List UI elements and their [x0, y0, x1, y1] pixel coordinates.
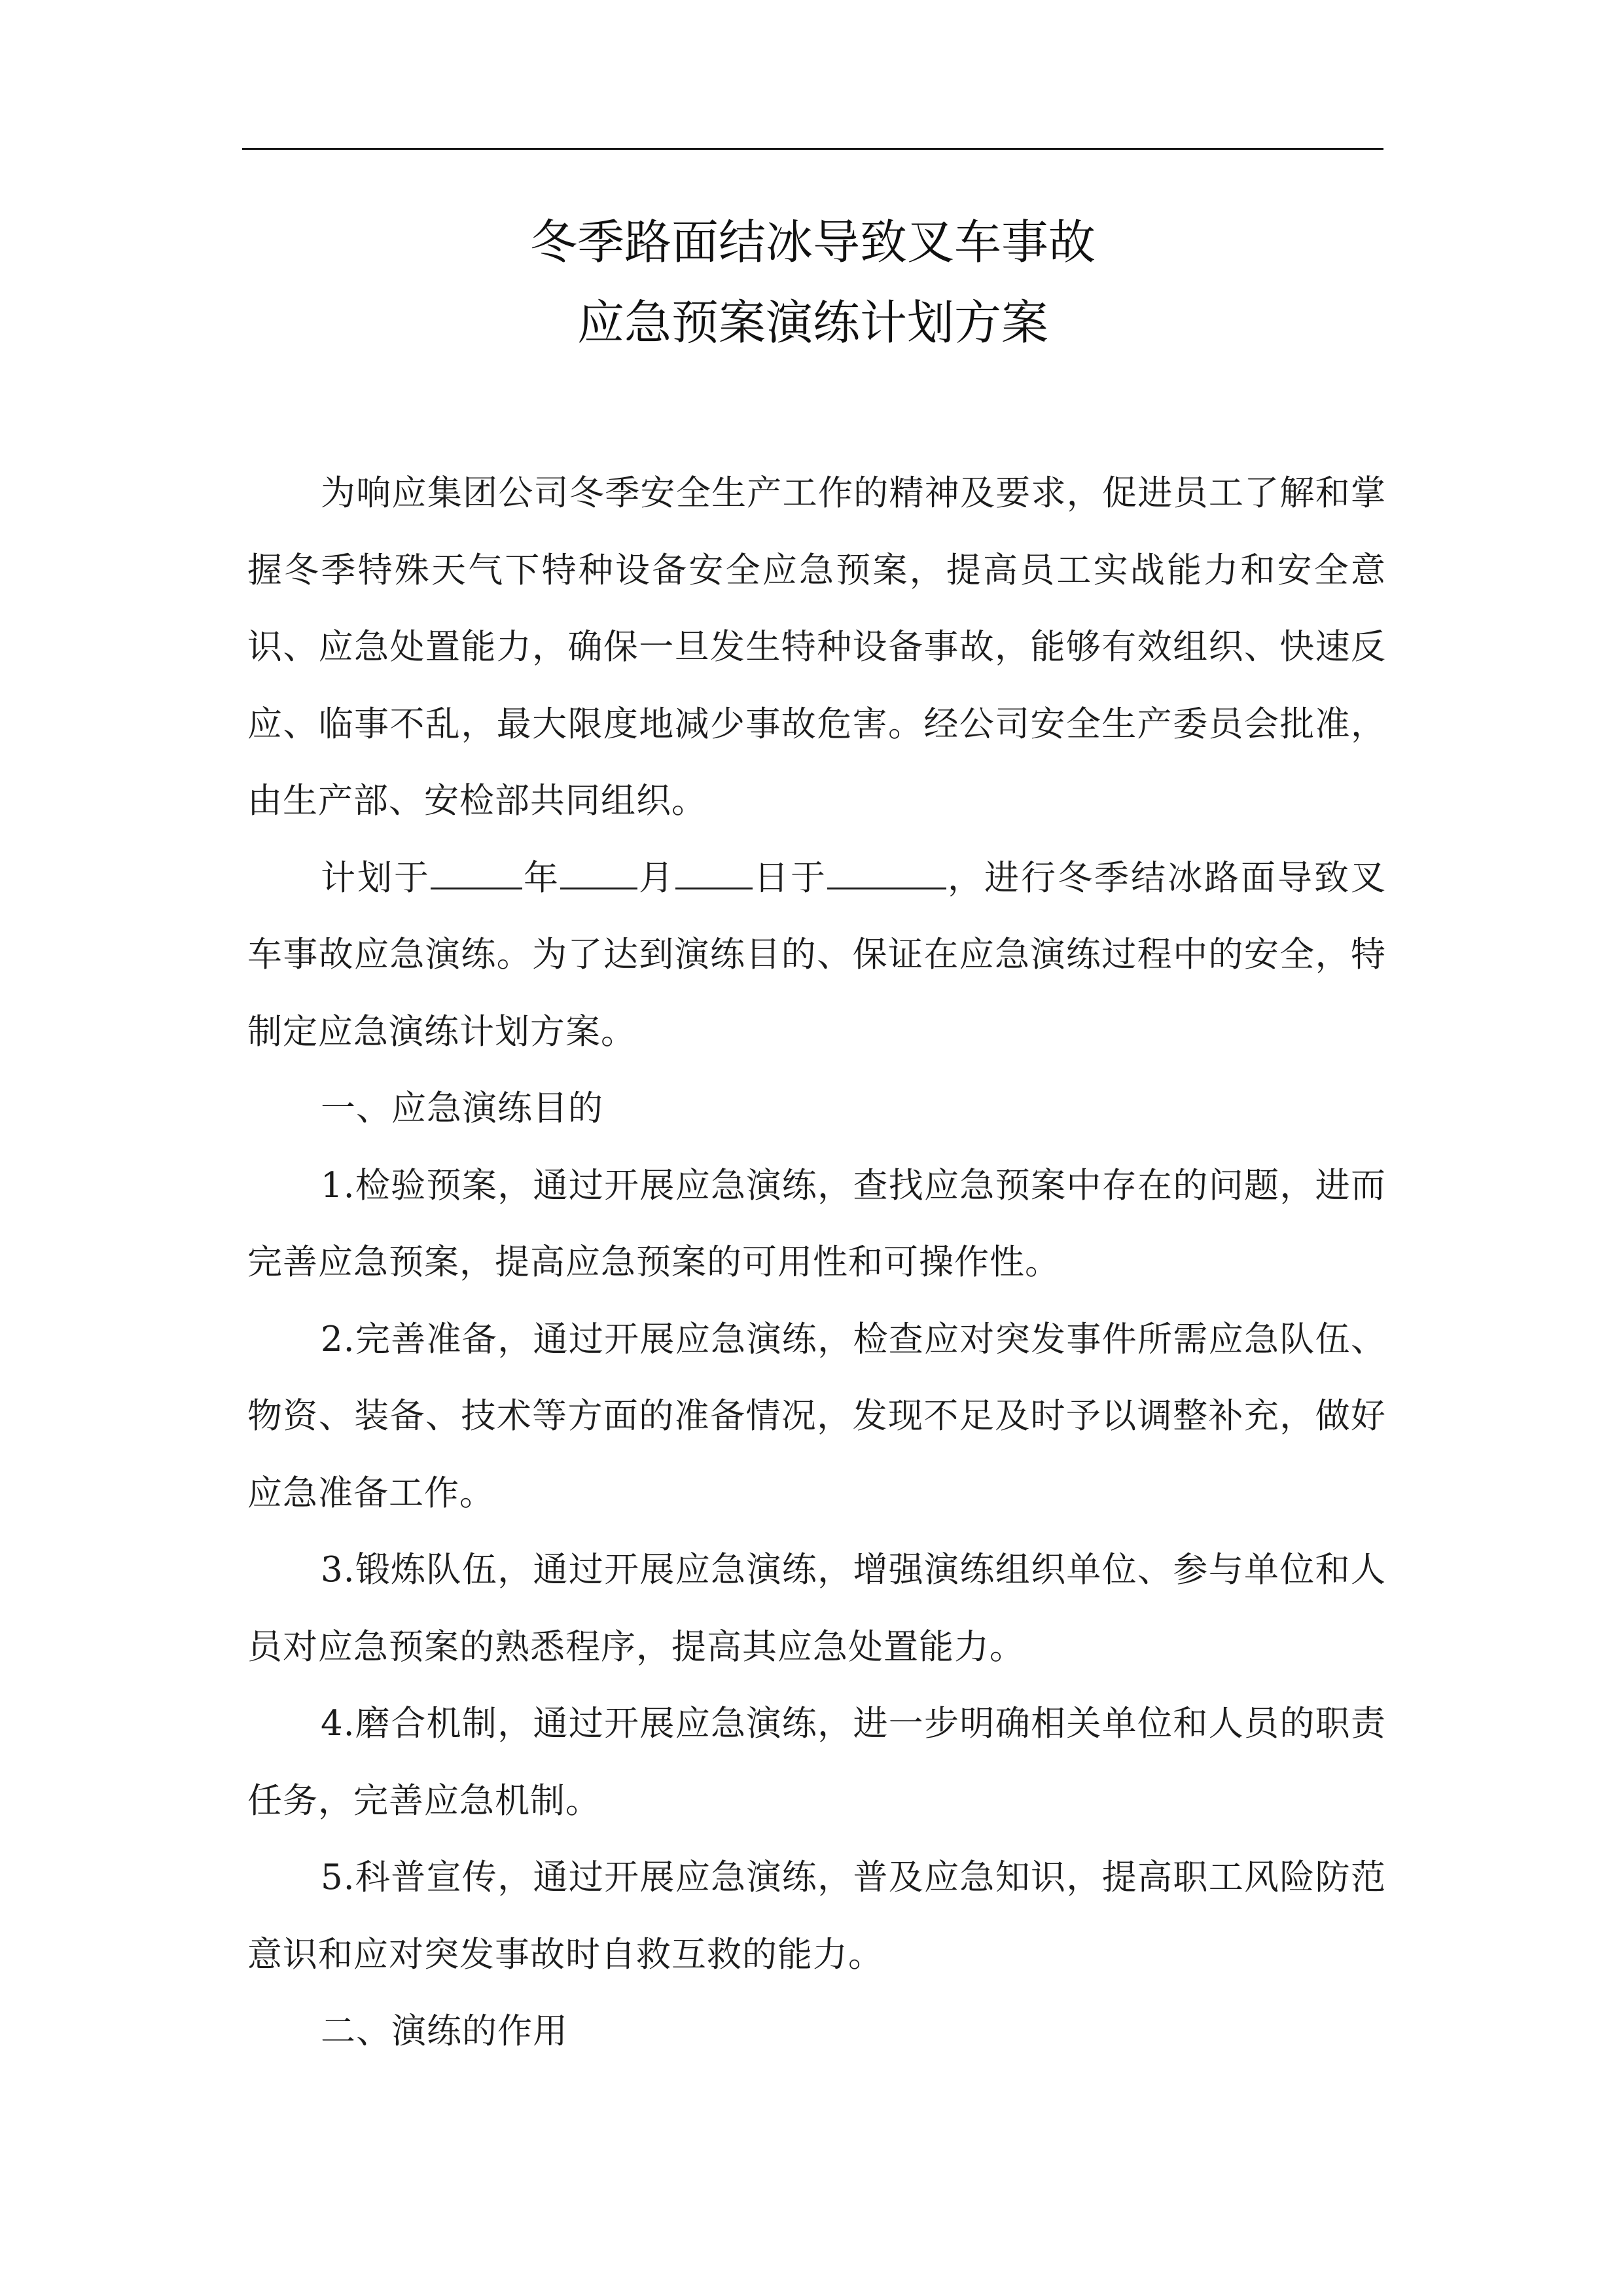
purpose-item: 2.完善准备，通过开展应急演练，检查应对突发事件所需应急队伍、物资、装备、技术等方面的准备情况，发现不足及时予以调整补充，做好应急准备工作。: [247, 1319, 1386, 1513]
section-heading-purpose: 一、应急演练目的: [321, 1088, 603, 1128]
location-blank: [827, 856, 946, 889]
plan-suffix: ，进行冬季结冰路面导致叉车事故应急演练。为了达到演练目的、保证在应急演练过程中的安全，特制定应急演练计划方案。: [247, 857, 1386, 1052]
year-blank: [431, 856, 522, 889]
day-blank: [675, 856, 753, 889]
purpose-item: 4.磨合机制，通过开展应急演练，进一步明确相关单位和人员的职责任务，完善应急机制。: [247, 1704, 1386, 1821]
document-body: [247, 455, 1386, 2070]
intro-paragraph: 为响应集团公司冬季安全生产工作的精神及要求，促进员工了解和掌握冬季特殊天气下特种设备安全应急预案，提高员工实战能力和安全意识、应急处置能力，确保一旦发生特种设备事故，能够有效组织、快速反应、临事不乱，最大限度地减少事故危害。经公司安全生产委员会批准，由生产部、安检部共同组织。: [247, 473, 1386, 821]
document-title-line-2: 应急预案演练计划方案: [577, 295, 1048, 350]
plan-prefix: 计划于: [321, 857, 431, 898]
month-blank: [560, 856, 637, 889]
purpose-item: 5.科普宣传，通过开展应急演练，普及应急知识，提高职工风险防范意识和应对突发事故时自救互救的能力。: [247, 1857, 1386, 1975]
purpose-item: 3.锻炼队伍，通过开展应急演练，增强演练组织单位、参与单位和人员对应急预案的熟悉程序，提高其应急处置能力。: [247, 1550, 1386, 1667]
plan-paragraph: [247, 840, 1386, 1071]
section-heading-role: 二、演练的作用: [321, 2011, 568, 2051]
header-rule: [242, 148, 1383, 150]
document-title-line-1: 冬季路面结冰导致叉车事故: [529, 215, 1096, 270]
month-label: 月: [637, 857, 675, 898]
purpose-item: 1.检验预案，通过开展应急演练，查找应急预案中存在的问题，进而完善应急预案，提高应急预案的可用性和可操作性。: [247, 1165, 1386, 1282]
year-label: 年: [522, 857, 560, 898]
day-label: 日于: [753, 857, 827, 898]
